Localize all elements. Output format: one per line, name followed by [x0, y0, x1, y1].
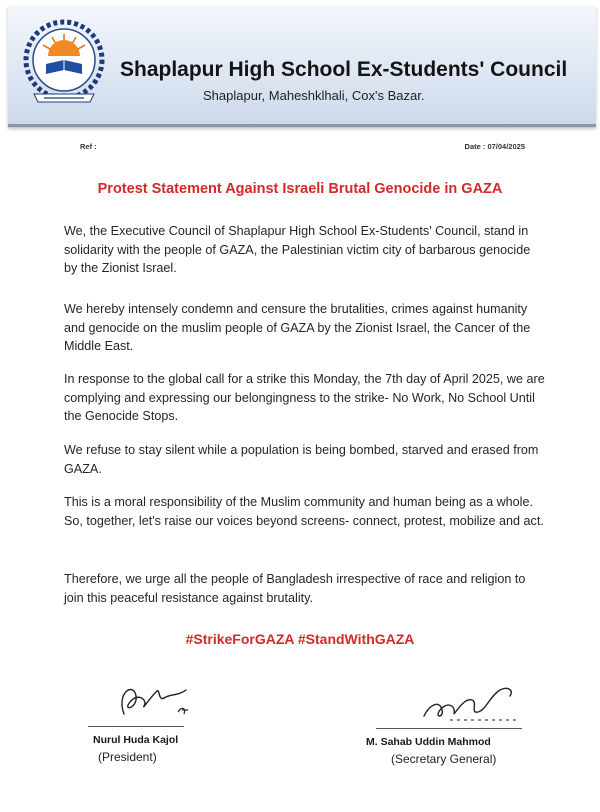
date-label: Date : 07/04/2025	[464, 142, 525, 151]
president-signature	[86, 662, 196, 732]
statement-title: Protest Statement Against Israeli Brutal Genocide in GAZA	[97, 181, 503, 197]
paragraph: In response to the global call for a strike this Monday, the 7th day of April 2025, we are complying and expressing our belongingness to the strike- No Work, No School Until the Genocide Stops.	[64, 372, 545, 423]
signature-line	[376, 728, 522, 729]
paragraph: We, the Executive Council of Shaplapur High School Ex-Students' Council, stand in solidarity with the people of GAZA, the Palestinian victim city of barbarous genocide by the Zionist Israel.	[64, 224, 531, 275]
signer-role: (Secretary General)	[391, 752, 497, 766]
signature-line	[88, 726, 184, 727]
signer-name: M. Sahab Uddin Mahmod	[366, 736, 491, 748]
signer-name: Nurul Huda Kajol	[93, 734, 179, 746]
paragraph: Therefore, we urge all the people of Bangladesh irrespective of race and religion to join this peaceful resistance against brutality.	[64, 572, 526, 605]
paragraph: We refuse to stay silent while a population is being bombed, starved and erased from GAZA.	[64, 443, 539, 476]
paragraph: This is a moral responsibility of the Muslim community and human being as a whole. So, together, let's raise our voices beyond screens- connect, protest, mobilize and act.	[64, 495, 544, 528]
school-emblem-icon	[22, 16, 106, 116]
ref-label: Ref :	[80, 142, 97, 151]
signer-role: (President)	[98, 750, 157, 764]
secretary-signature	[420, 676, 530, 726]
hashtags: #StrikeForGAZA #StandWithGAZA	[185, 631, 415, 647]
school-name: Shaplapur High School Ex-Students' Council	[120, 58, 568, 81]
paragraph: We hereby intensely condemn and censure the brutalities, crimes against humanity and genocide on the muslim people of GAZA by the Zionist Israel, the Cancer of the Middle East.	[64, 302, 531, 353]
reference-line	[80, 142, 525, 151]
school-address: Shaplapur, Maheshklhali, Cox's Bazar.	[203, 88, 425, 103]
letterhead	[8, 6, 596, 127]
